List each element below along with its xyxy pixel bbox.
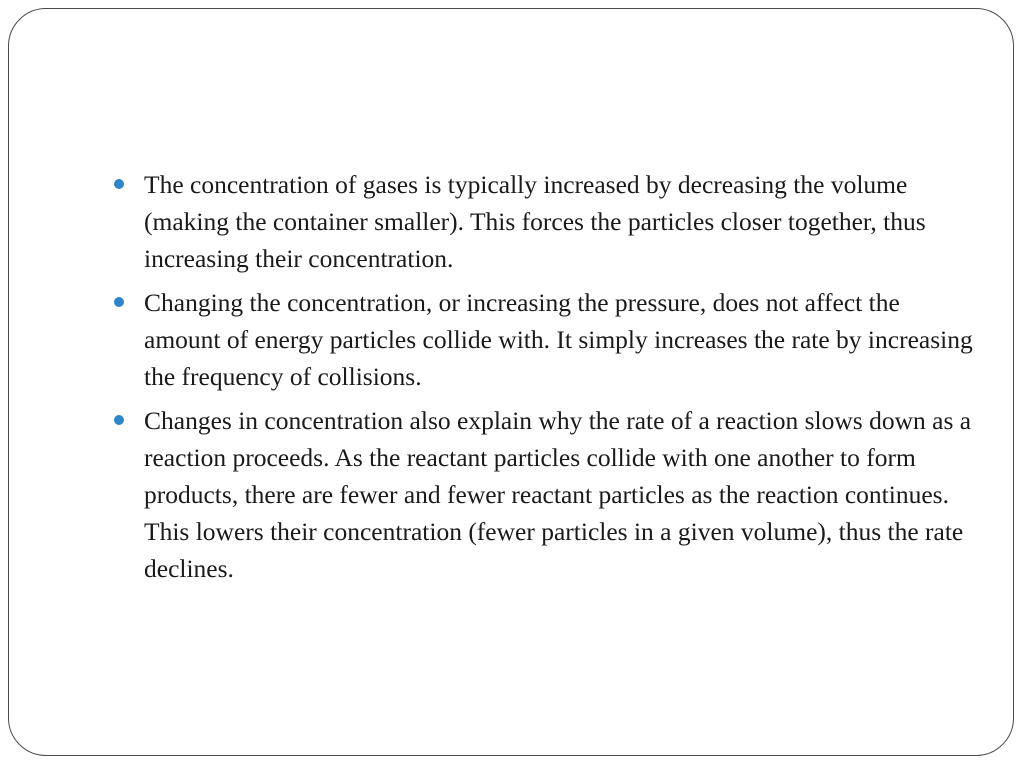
bullet-item [114,166,974,277]
bullet-list [114,166,974,594]
bullet-dot-icon [114,179,124,189]
bullet-dot-icon [114,297,124,307]
bullet-item [114,402,974,587]
bullet-item [114,284,974,395]
bullet-dot-icon [114,415,124,425]
bullet-text: Changes in concentration also explain why the rate of a reaction slows down as a reaction proceeds. As the reactant particles collide with one another to form products, there are fewer and fewer reactant particles as the reaction continues. This lowers their concentration (fewer particles in a given volume), thus the rate declines. [144,406,972,583]
bullet-text: The concentration of gases is typically increased by decreasing the volume (making the container smaller). This forces the particles closer together, thus increasing their concentration. [144,170,926,273]
bullet-text: Changing the concentration, or increasing the pressure, does not affect the amount of energy particles collide with. It simply increases the rate by increasing the frequency of collisions. [144,288,973,391]
